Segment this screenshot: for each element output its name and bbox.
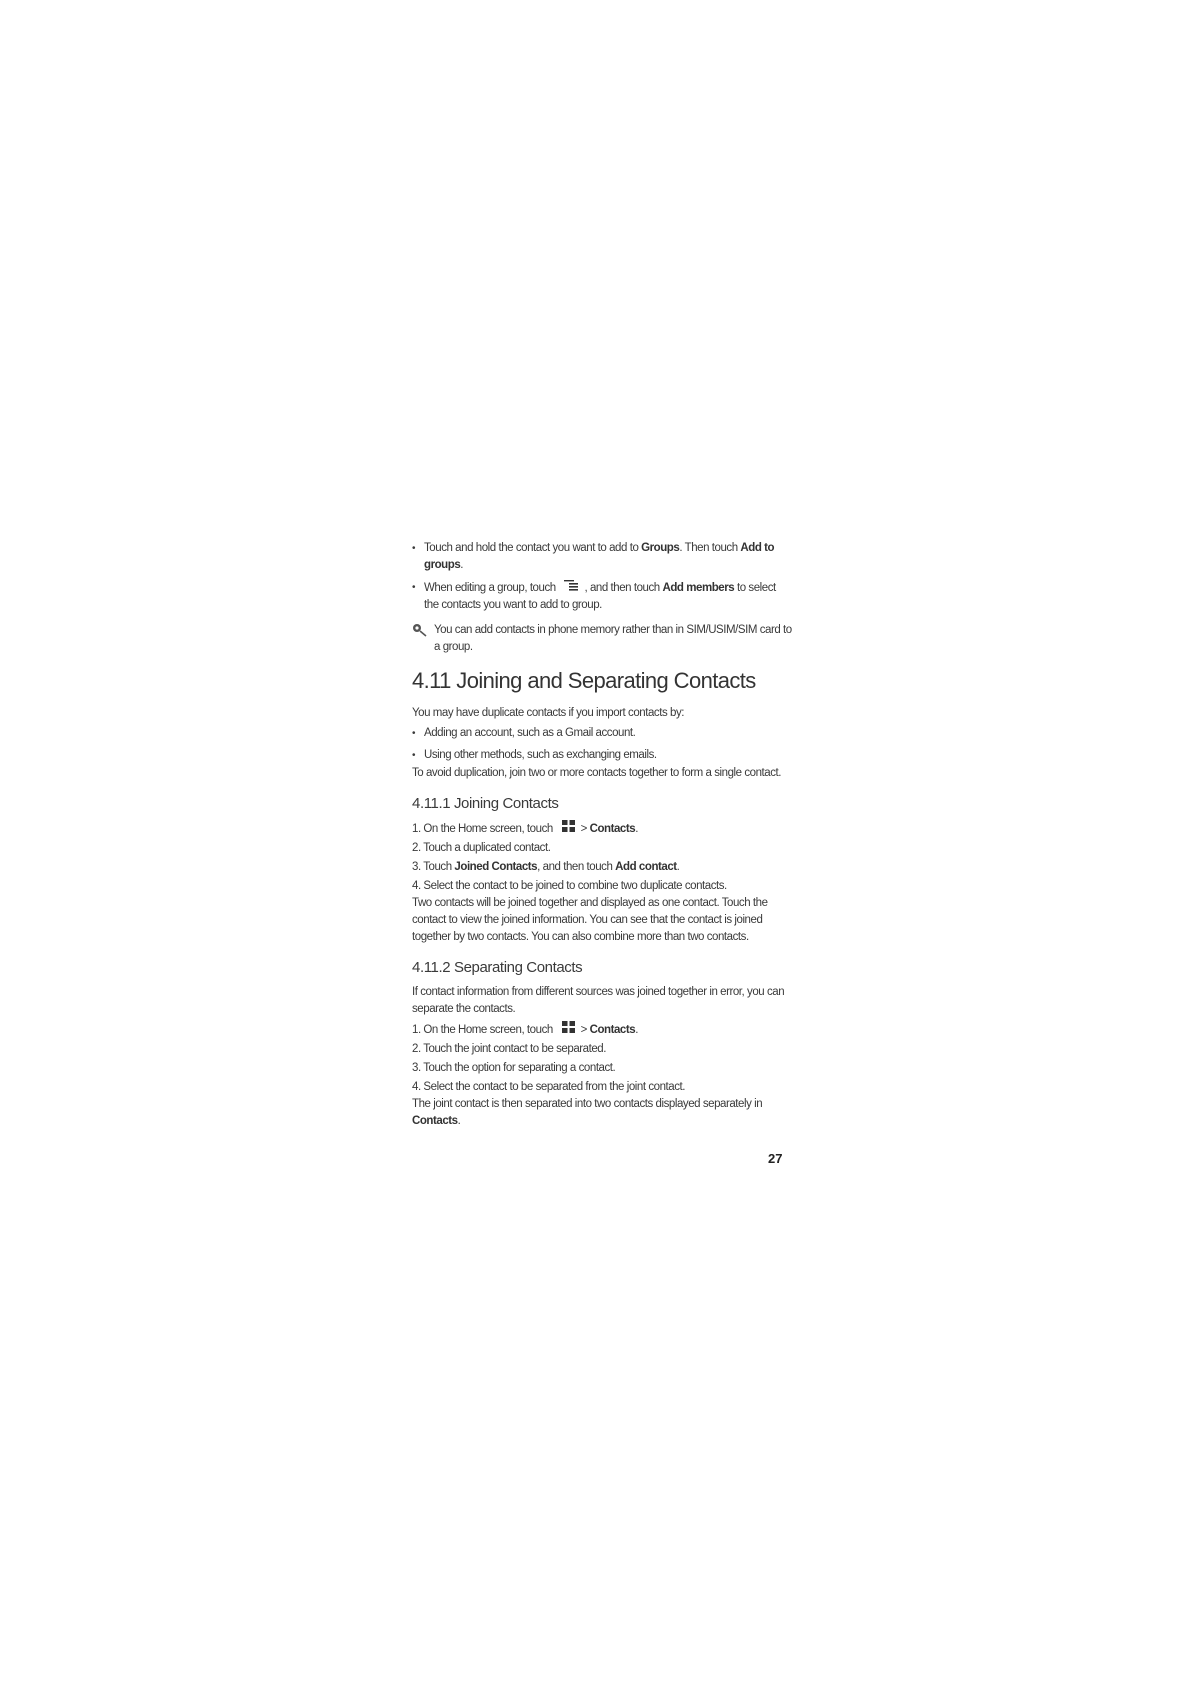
apps-grid-icon xyxy=(562,820,575,838)
section-title: 4.11 Joining and Separating Contacts xyxy=(412,668,756,694)
page-content xyxy=(412,540,792,1132)
joining-step-1 xyxy=(412,820,792,838)
bullet-text: When editing a group, touch xyxy=(424,582,559,595)
step-text: 3. Touch xyxy=(412,861,455,874)
step-text: 1. On the Home screen, touch xyxy=(412,1024,553,1037)
bullet-editing-group xyxy=(412,579,792,614)
bullet-text: . Then touch xyxy=(679,542,741,554)
bold-add-contact: Add contact xyxy=(615,861,677,874)
note-icon xyxy=(412,623,426,637)
bold-contacts: Contacts xyxy=(412,1115,458,1128)
intro-text: You may have duplicate contacts if you import contacts by: xyxy=(412,707,684,720)
note-text: You can add contacts in phone memory rather than in SIM/USIM/SIM card to a group. xyxy=(434,624,792,654)
bullet-add-to-groups xyxy=(412,540,792,574)
bold-groups: Groups xyxy=(641,542,680,554)
separating-step-3: 3. Touch the option for separating a contact. xyxy=(412,1062,616,1075)
step-text: > xyxy=(580,823,590,836)
joining-result: Two contacts will be joined together and displayed as one contact. Touch the contact to view the joined information. You can see that the contact is joined together by two contacts. You can also combine more than two contacts. xyxy=(412,897,768,944)
step-text: 1. On the Home screen, touch xyxy=(412,823,553,836)
menu-icon xyxy=(564,579,578,597)
joining-step-4: 4. Select the contact to be joined to combine two duplicate contacts. xyxy=(412,880,727,893)
joining-step-2: 2. Touch a duplicated contact. xyxy=(412,842,551,855)
bullet-text: Touch and hold the contact you want to add to xyxy=(424,542,642,554)
note-block xyxy=(412,622,792,656)
step-text: . xyxy=(676,861,680,874)
bold-add-to-groups: Add to groups xyxy=(424,542,775,571)
bold-joined-contacts: Joined Contacts xyxy=(454,861,538,874)
bold-contacts: Contacts xyxy=(589,823,636,836)
avoid-duplication-text: To avoid duplication, join two or more contacts together to form a single contact. xyxy=(412,767,782,780)
separating-step-1 xyxy=(412,1021,792,1039)
bullet-other-methods xyxy=(412,747,792,764)
result-text: . xyxy=(457,1115,461,1128)
bullet-text: . xyxy=(460,559,464,571)
bold-add-members: Add members xyxy=(662,582,735,595)
subsection-title-joining: 4.11.1 Joining Contacts xyxy=(412,795,559,813)
bold-contacts: Contacts xyxy=(589,1024,636,1037)
step-text: , and then touch xyxy=(537,861,616,874)
step-text: > xyxy=(580,1024,590,1037)
page-number: 27 xyxy=(768,1151,783,1166)
separating-result xyxy=(412,1096,792,1130)
separating-step-2: 2. Touch the joint contact to be separated. xyxy=(412,1043,606,1056)
step-text: . xyxy=(635,1024,638,1037)
result-text: The joint contact is then separated into two contacts displayed separately in xyxy=(412,1098,763,1111)
joining-step-3 xyxy=(412,859,792,876)
bullet-adding-account xyxy=(412,725,792,742)
bullet-text: , and then touch xyxy=(584,582,663,595)
separating-step-4: 4. Select the contact to be separated from the joint contact. xyxy=(412,1081,686,1094)
separating-intro: If contact information from different sources was joined together in error, you can separate the contacts. xyxy=(412,986,785,1016)
step-text: . xyxy=(635,823,638,836)
bullet-text: to select the contacts you want to add to group. xyxy=(424,582,776,612)
apps-grid-icon xyxy=(562,1021,575,1039)
bullet-text: Using other methods, such as exchanging emails. xyxy=(424,749,657,762)
bullet-text: Adding an account, such as a Gmail account. xyxy=(424,727,636,740)
subsection-title-separating: 4.11.2 Separating Contacts xyxy=(412,959,583,977)
